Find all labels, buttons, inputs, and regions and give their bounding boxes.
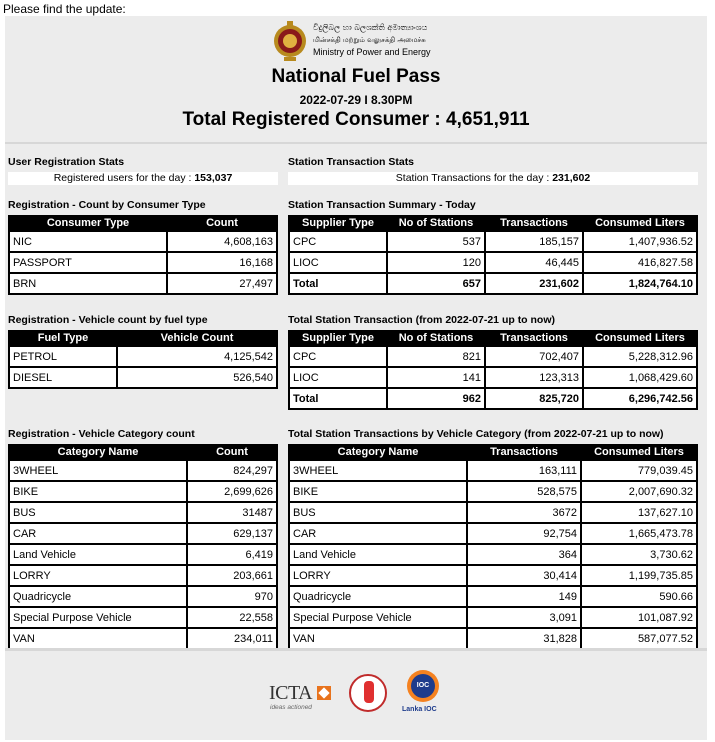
column-header: Count — [188, 446, 276, 459]
table-cell: 4,608,163 — [168, 232, 276, 251]
table-cell: BUS — [290, 503, 466, 522]
table-row — [10, 482, 276, 501]
table-row — [290, 545, 696, 564]
section-title: Total Station Transaction (from 2022-07-21 up to now) — [288, 314, 556, 326]
table-row — [290, 461, 696, 480]
table-cell: 2,699,626 — [188, 482, 276, 501]
table-cell: 537 — [388, 232, 484, 251]
summary-today-section — [288, 199, 698, 295]
table-cell: 779,039.45 — [582, 461, 696, 480]
table-cell: 821 — [388, 347, 484, 366]
stat-value: 231,602 — [552, 172, 591, 184]
table-cell: 962 — [388, 389, 484, 408]
table-row — [10, 347, 276, 366]
table-cell: PETROL — [10, 347, 116, 366]
table-cell: 2,007,690.32 — [582, 482, 696, 501]
table-row — [290, 482, 696, 501]
table-cell: 31,828 — [468, 629, 580, 648]
table-cell: Special Purpose Vehicle — [290, 608, 466, 627]
table-row — [10, 608, 276, 627]
table-row — [10, 566, 276, 585]
total-station-section — [288, 314, 698, 410]
summary-today-table — [288, 215, 698, 295]
table-cell: PASSPORT — [10, 253, 166, 272]
table-cell: VAN — [290, 629, 466, 648]
table-cell: LIOC — [290, 253, 386, 272]
table-cell: 141 — [388, 368, 484, 387]
column-header: Supplier Type — [290, 217, 386, 230]
table-cell: NIC — [10, 232, 166, 251]
ministry-name-sinhala: විදුලිබල හා බලශක්ති අමාත්‍යාංශය — [313, 23, 428, 32]
table-cell: Total — [290, 274, 386, 293]
table-cell: 30,414 — [468, 566, 580, 585]
table-row — [290, 347, 696, 366]
table-row — [10, 232, 276, 251]
table-cell: CPC — [290, 347, 386, 366]
column-header: Consumed Liters — [582, 446, 696, 459]
stat-label: Registered users for the day : — [53, 172, 195, 184]
report-date: 2022-07-29 I 8.30PM — [299, 93, 413, 107]
fuel-type-table — [8, 330, 278, 389]
header-row — [10, 332, 276, 345]
government-emblem-icon — [272, 19, 308, 63]
total-label: Total Registered Consumer : — [182, 109, 447, 130]
table-cell: 824,297 — [188, 461, 276, 480]
station-stats-section — [288, 156, 698, 185]
column-header: Consumed Liters — [584, 217, 696, 230]
table-cell: 3672 — [468, 503, 580, 522]
ministry-name-tamil: மின்சக்தி மற்றும் வலுசக்தி அமைச்சு — [313, 36, 426, 44]
column-header: Category Name — [290, 446, 466, 459]
table-cell: DIESEL — [10, 368, 116, 387]
table-row — [10, 629, 276, 648]
ioc-logo-text: IOC — [411, 674, 435, 698]
table-cell: LORRY — [10, 566, 186, 585]
table-row — [10, 368, 276, 387]
station-transactions-stat — [288, 172, 698, 185]
header-row — [10, 217, 276, 230]
table-cell: 825,720 — [486, 389, 582, 408]
cpc-figure-icon — [364, 681, 374, 703]
total-station-table — [288, 330, 698, 410]
page-title: National Fuel Pass — [271, 66, 441, 87]
table-cell: 587,077.52 — [582, 629, 696, 648]
table-row — [290, 566, 696, 585]
total-row — [290, 389, 696, 408]
section-title: Total Station Transactions by Vehicle Category (from 2022-07-21 up to now) — [288, 428, 664, 440]
header-row — [290, 217, 696, 230]
column-header: Consumed Liters — [584, 332, 696, 345]
table-cell: 4,125,542 — [118, 347, 276, 366]
table-cell: 590.66 — [582, 587, 696, 606]
table-cell: 149 — [468, 587, 580, 606]
column-header: Supplier Type — [290, 332, 386, 345]
table-cell: LIOC — [290, 368, 386, 387]
column-header: Fuel Type — [10, 332, 116, 345]
table-row — [290, 629, 696, 648]
table-row — [290, 524, 696, 543]
table-cell: 185,157 — [486, 232, 582, 251]
table-cell: 1,068,429.60 — [584, 368, 696, 387]
table-cell: 234,011 — [188, 629, 276, 648]
registered-users-stat — [8, 172, 278, 185]
table-cell: 92,754 — [468, 524, 580, 543]
column-header: Count — [168, 217, 276, 230]
table-cell: CAR — [290, 524, 466, 543]
table-cell: Land Vehicle — [290, 545, 466, 564]
stat-value: 153,037 — [194, 172, 233, 184]
user-registration-section — [8, 156, 278, 185]
icta-logo: ICTA — [269, 682, 313, 704]
table-cell: 46,445 — [486, 253, 582, 272]
partner-logos — [267, 664, 457, 724]
table-cell: LORRY — [290, 566, 466, 585]
table-row — [10, 524, 276, 543]
fuel-pass-report — [5, 16, 707, 740]
section-title: Registration - Vehicle count by fuel type — [8, 314, 208, 326]
table-cell: 364 — [468, 545, 580, 564]
table-cell: 657 — [388, 274, 484, 293]
header-row — [290, 332, 696, 345]
table-cell: Land Vehicle — [10, 545, 186, 564]
table-cell: Quadricycle — [290, 587, 466, 606]
fuel-type-section — [8, 314, 278, 389]
table-cell: 31487 — [188, 503, 276, 522]
table-cell: 1,665,473.78 — [582, 524, 696, 543]
table-cell: 120 — [388, 253, 484, 272]
total-row — [290, 274, 696, 293]
table-cell: 1,824,764.10 — [584, 274, 696, 293]
section-title: User Registration Stats — [8, 156, 125, 168]
total-registered-consumer — [5, 109, 707, 131]
table-cell: BIKE — [290, 482, 466, 501]
table-cell: 231,602 — [486, 274, 582, 293]
table-cell: 22,558 — [188, 608, 276, 627]
table-cell: 1,407,936.52 — [584, 232, 696, 251]
table-cell: 1,199,735.85 — [582, 566, 696, 585]
table-cell: 3,730.62 — [582, 545, 696, 564]
table-row — [10, 503, 276, 522]
table-cell: 163,111 — [468, 461, 580, 480]
table-cell: 3WHEEL — [290, 461, 466, 480]
section-title: Station Transaction Summary - Today — [288, 199, 476, 211]
column-header: Category Name — [10, 446, 186, 459]
table-row — [290, 368, 696, 387]
table-row — [290, 608, 696, 627]
table-cell: BUS — [10, 503, 186, 522]
cpc-logo-icon — [349, 674, 387, 712]
table-cell: 27,497 — [168, 274, 276, 293]
table-cell: 5,228,312.96 — [584, 347, 696, 366]
report-header — [5, 16, 707, 140]
column-header: No of Stations — [388, 217, 484, 230]
table-cell: 528,575 — [468, 482, 580, 501]
section-title: Registration - Vehicle Category count — [8, 428, 195, 440]
table-row — [10, 587, 276, 606]
table-cell: 6,296,742.56 — [584, 389, 696, 408]
table-row — [290, 587, 696, 606]
table-cell: 203,661 — [188, 566, 276, 585]
table-cell: 3WHEEL — [10, 461, 186, 480]
table-cell: 16,168 — [168, 253, 276, 272]
section-title: Registration - Count by Consumer Type — [8, 199, 206, 211]
table-row — [10, 545, 276, 564]
footer-divider — [5, 648, 707, 651]
consumer-type-table — [8, 215, 278, 295]
column-header: Transactions — [486, 217, 582, 230]
table-cell: 702,407 — [486, 347, 582, 366]
ministry-name-english: Ministry of Power and Energy — [313, 47, 431, 57]
column-header: No of Stations — [388, 332, 484, 345]
table-row — [290, 232, 696, 251]
table-cell: 137,627.10 — [582, 503, 696, 522]
category-transactions-table — [288, 444, 698, 650]
header-divider — [5, 142, 707, 144]
table-cell: CPC — [290, 232, 386, 251]
table-cell: BIKE — [10, 482, 186, 501]
column-header: Transactions — [486, 332, 582, 345]
column-header: Vehicle Count — [118, 332, 276, 345]
table-cell: 123,313 — [486, 368, 582, 387]
table-cell: VAN — [10, 629, 186, 648]
table-cell: BRN — [10, 274, 166, 293]
ministry-block — [313, 22, 431, 58]
table-cell: Total — [290, 389, 386, 408]
icta-tagline: ideas actioned — [270, 704, 312, 711]
stat-label: Station Transactions for the day : — [395, 172, 553, 184]
table-row — [290, 503, 696, 522]
ioc-label: Lanka IOC — [402, 706, 437, 713]
table-cell: 970 — [188, 587, 276, 606]
header-row — [290, 446, 696, 459]
consumer-type-section — [8, 199, 278, 295]
table-cell: 629,137 — [188, 524, 276, 543]
table-row — [10, 253, 276, 272]
category-transactions-section — [288, 428, 698, 650]
table-row — [290, 253, 696, 272]
ioc-logo-icon — [407, 670, 439, 702]
table-cell: 526,540 — [118, 368, 276, 387]
column-header: Consumer Type — [10, 217, 166, 230]
vehicle-category-section — [8, 428, 278, 650]
intro-text: Please find the update: — [3, 2, 126, 16]
section-title: Station Transaction Stats — [288, 156, 415, 168]
table-row — [10, 274, 276, 293]
table-cell: 101,087.92 — [582, 608, 696, 627]
table-cell: Special Purpose Vehicle — [10, 608, 186, 627]
table-row — [10, 461, 276, 480]
vehicle-category-table — [8, 444, 278, 650]
table-cell: 416,827.58 — [584, 253, 696, 272]
table-cell: 6,419 — [188, 545, 276, 564]
header-row — [10, 446, 276, 459]
table-cell: CAR — [10, 524, 186, 543]
column-header: Transactions — [468, 446, 580, 459]
table-cell: Quadricycle — [10, 587, 186, 606]
total-value: 4,651,911 — [446, 109, 530, 130]
table-cell: 3,091 — [468, 608, 580, 627]
